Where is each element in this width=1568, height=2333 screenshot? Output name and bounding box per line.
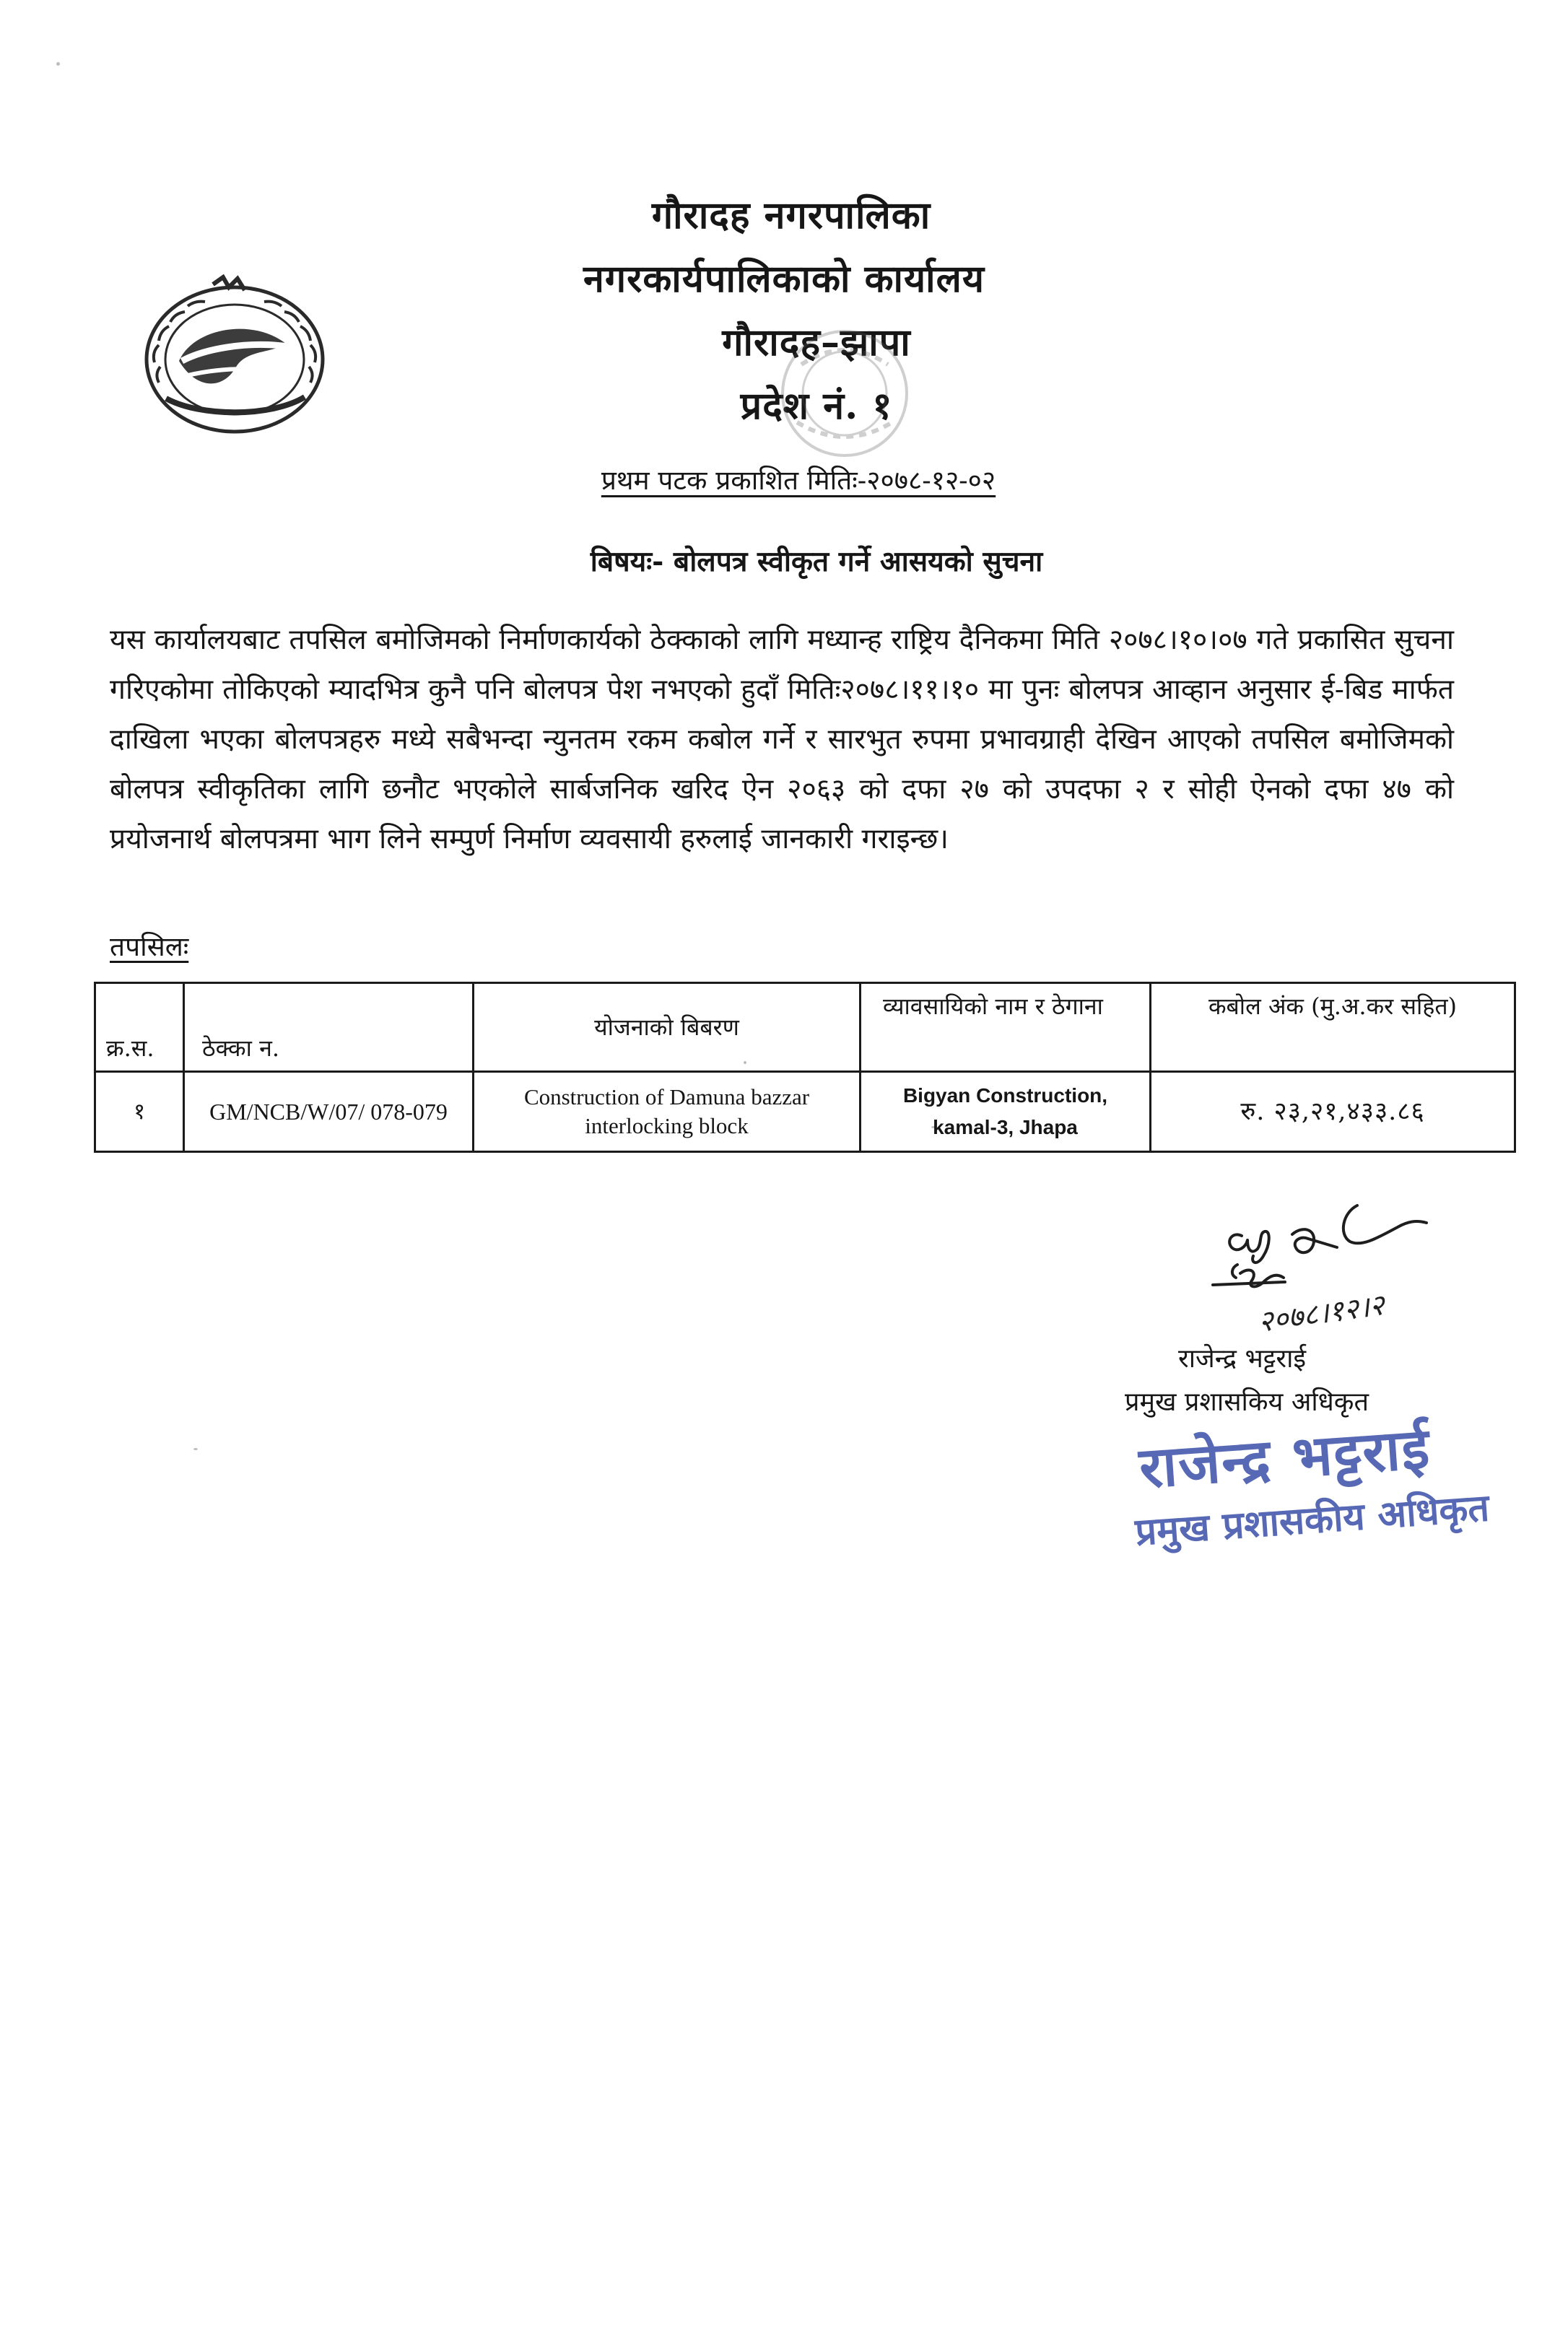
stamp-title: प्रमुख प्रशासकीय अधिकृत	[1133, 1486, 1491, 1555]
notice-subject	[0, 540, 1568, 583]
province-line: प्रदेश नं. १	[740, 384, 893, 428]
header-sn: क्र.स.	[95, 983, 184, 1072]
publication-date	[0, 461, 1568, 501]
scan-speck	[56, 62, 60, 66]
cell-bid-amount: रु. २३,२१,४३३.८६	[1151, 1072, 1515, 1152]
subject-text: बिषयः- बोलपत्र स्वीकृत गर्ने आसयको सुचना	[590, 545, 1043, 578]
header-firm: व्यावसायिको नाम र ठेगाना	[861, 983, 1151, 1072]
office-name: नगरकार्यपालिकाको कार्यालय	[583, 257, 985, 301]
signatory-name: राजेन्द्र भट्टराई	[1178, 1344, 1307, 1374]
municipality-name: गौरादह नगरपालिका	[651, 193, 931, 237]
publication-date-text: प्रथम पटक प्रकाशित मितिः-२०७८-१२-०२	[601, 465, 996, 496]
notice-body: यस कार्यालयबाट तपसिल बमोजिमको निर्माणकार्यको ठेक्काको लागि मध्यान्ह राष्ट्रिय दैनिकमा मिति २०७८।१०।०७ गते प्रकासित सुचना गरिएकोमा तोकिएको म्यादभित्र कुनै पनि बोलपत्र पेश नभएको हुदाँ मितिः२०७८।११।१० मा पुनः बोलपत्र आव्हान अनुसार ई-बिड मार्फत दाखिला भएका बोलपत्रहरु मध्ये सबैभन्दा न्युनतम रकम कबोल गर्ने र सारभुत रुपमा प्रभावग्राही देखिन आएको तपसिल बमोजिमको बोलपत्र स्वीकृतिका लागि छनौट भएकोले सार्बजनिक खरिद ऐन २०६३ को दफा २७ को उपदफा २ र सोही ऐनको दफा ४७ को प्रयोजनार्थ बोलपत्रमा भाग लिने सम्पुर्ण निर्माण व्यवसायी हरुलाई जानकारी गराइन्छ।	[110, 624, 1454, 855]
table-row	[95, 1072, 1515, 1152]
header-bid-amount: कबोल अंक (मु.अ.कर सहित)	[1151, 983, 1515, 1072]
cell-project: Construction of Damuna bazzar interlocking block	[474, 1072, 861, 1152]
cell-contract-no: GM/NCB/W/07/ 078-079	[184, 1072, 474, 1152]
stamp-name: राजेन्द्र भट्टराई	[1137, 1415, 1433, 1501]
cell-sn: १	[95, 1072, 184, 1152]
office-address: गौरादह–झापा	[722, 320, 911, 365]
signatory-title: प्रमुख प्रशासकिय अधिकृत	[1125, 1387, 1369, 1417]
cell-firm: Bigyan Construction, kamal-3, Jhapa	[861, 1072, 1151, 1152]
signature-date: २०७८।१२।२	[1256, 1288, 1387, 1339]
table-header-row	[95, 983, 1515, 1072]
details-label: तपसिलः	[110, 931, 189, 962]
header-contract-no: ठेक्का न.	[184, 983, 474, 1072]
office-seal	[751, 321, 938, 466]
official-name-stamp	[1133, 1407, 1520, 1560]
bid-approval-table	[94, 982, 1516, 1153]
scan-speck	[193, 1448, 198, 1450]
header-project: योजनाको बिबरण	[474, 983, 861, 1072]
